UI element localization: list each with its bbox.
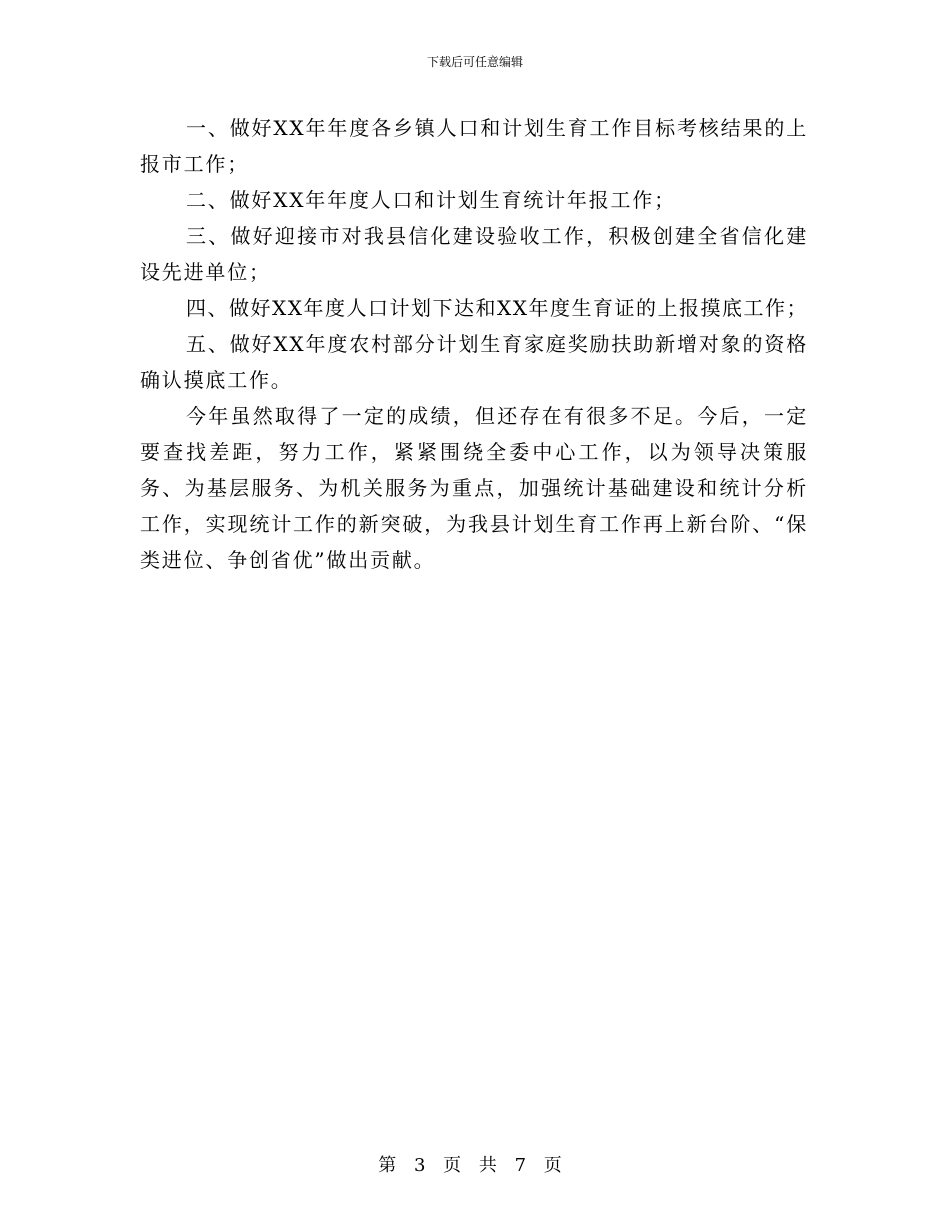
page-word: 页 <box>443 1155 464 1176</box>
total-prefix: 共 <box>478 1155 499 1176</box>
header-note: 下载后可任意编辑 <box>426 55 523 69</box>
document-body <box>140 110 808 578</box>
total-pages-number: 7 <box>514 1155 529 1176</box>
page-suffix: 页 <box>543 1155 564 1176</box>
paragraph-3: 三、做好迎接市对我县信化建设验收工作，积极创建全省信化建设先进单位； <box>140 224 808 284</box>
page-prefix: 第 <box>378 1155 399 1176</box>
page-footer <box>0 1155 950 1177</box>
paragraph-4: 四、做好XX年度人口计划下达和XX年度生育证的上报摸底工作； <box>186 296 808 320</box>
paragraph-2: 二、做好XX年年度人口和计划生育统计年报工作； <box>186 188 676 212</box>
current-page-number: 3 <box>413 1155 428 1176</box>
paragraph-6: 今年虽然取得了一定的成绩，但还存在有很多不足。今后，一定要查找差距，努力工作，紧紧围绕全委中心工作，以为领导决策服务、为基层服务、为机关服务为重点，加强统计基础建设和统计分析工作，实现统计工作的新突破，为我县计划生育工作再上新台阶、“保类进位、争创省优”做出贡献。 <box>140 404 808 572</box>
paragraph-5: 五、做好XX年度农村部分计划生育家庭奖励扶助新增对象的资格确认摸底工作。 <box>140 332 808 392</box>
paragraph-1: 一、做好XX年年度各乡镇人口和计划生育工作目标考核结果的上报市工作； <box>140 116 808 176</box>
